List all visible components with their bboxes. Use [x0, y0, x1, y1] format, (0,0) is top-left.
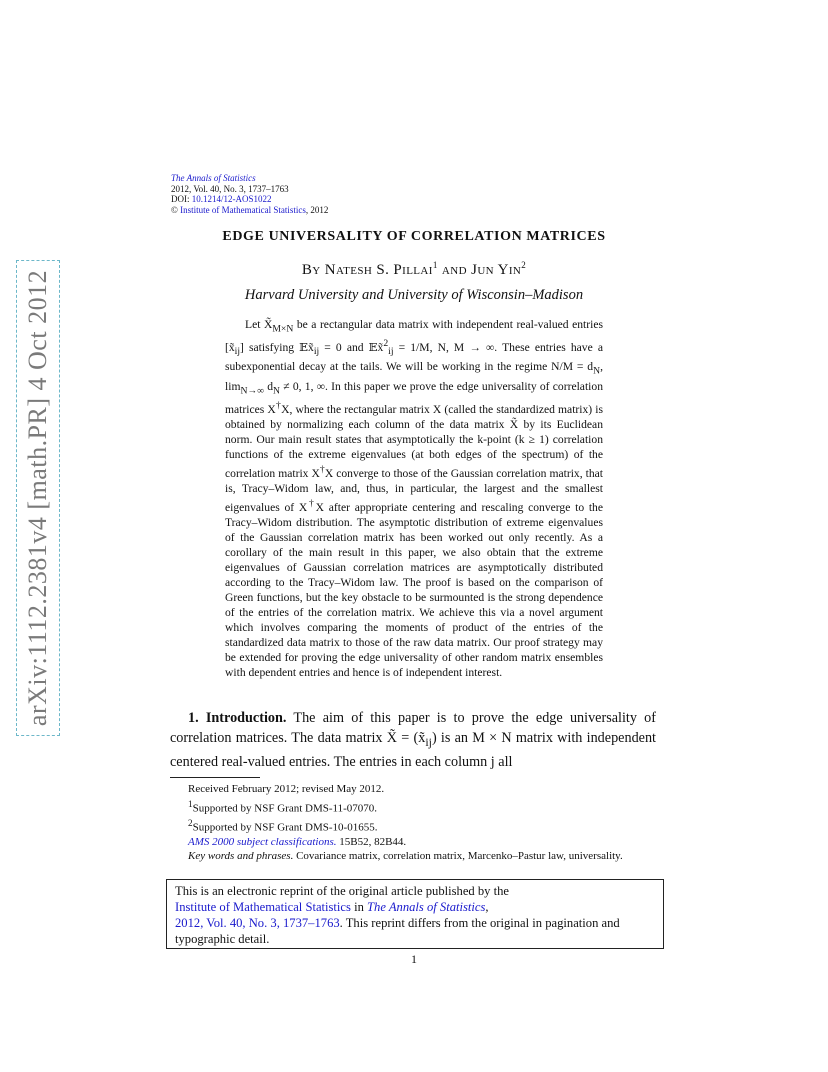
keywords-text: Covariance matrix, correlation matrix, Marcenko–Pastur law, universality. — [293, 850, 623, 863]
reprint-journal-link[interactable]: The Annals of Statistics — [367, 900, 486, 914]
abstract-paragraph — [225, 317, 603, 680]
affiliation: Harvard University and University of Wisconsin–Madison — [244, 287, 584, 303]
journal-name-link[interactable]: The Annals of Statistics — [171, 173, 256, 183]
reprint-text: , — [485, 900, 489, 914]
abstract-text: be a rectangular data matrix with independent real-valued entries [x̃ — [225, 318, 603, 355]
reprint-notice — [166, 879, 664, 949]
abstract-sub: ij — [313, 346, 320, 358]
footnote-1-text: Supported by NSF Grant DMS-11-07070. — [192, 802, 378, 815]
page-number: 1 — [411, 952, 417, 966]
intro-paragraph — [170, 708, 656, 772]
introduction — [170, 708, 656, 772]
abstract-sub: N — [273, 385, 281, 397]
arxiv-stamp[interactable] — [16, 260, 60, 736]
abstract-sub: M×N — [272, 323, 294, 335]
abstract — [225, 317, 603, 680]
footnote-rule — [170, 777, 260, 778]
institute-link[interactable]: Institute of Mathematical Statistics — [180, 204, 306, 215]
footnote-2-text: Supported by NSF Grant DMS-10-01655. — [192, 821, 378, 834]
ams-codes: 15B52, 82B44. — [336, 835, 407, 848]
footnote-2 — [170, 816, 656, 835]
footnote-2-mark: 2 — [188, 817, 193, 828]
journal-header — [171, 173, 328, 215]
intro-sub: ij — [425, 734, 432, 749]
abstract-sub: N→∞ — [240, 385, 264, 397]
and-label: and — [437, 262, 472, 278]
abstract-text: X converge to those of the Gaussian correlation matrix, that is, Tracy–Widom law, and, thus, in particular, the largest and the smallest eigenvalues of X — [225, 466, 604, 514]
doi-link[interactable]: 10.1214/12-AOS1022 — [191, 194, 272, 204]
abstract-text: d — [263, 379, 274, 393]
abstract-text: = 1/M, N, M → ∞. These entries have a subexponential decay at the tails. We will be working in the regime N/M = d — [225, 341, 603, 374]
reprint-text: in — [350, 900, 368, 914]
dagger-sup: † — [307, 497, 316, 509]
abstract-sup: 2 — [383, 338, 389, 350]
doi-label: DOI: — [171, 194, 192, 204]
author-1: Natesh S. Pillai — [324, 262, 433, 278]
abstract-sub: ij — [388, 346, 394, 358]
copyright-year: , 2012 — [305, 204, 329, 215]
abstract-text: X, where the rectangular matrix X (called the standardized matrix) is obtained by normalizing each column of the data matrix X̃ by its Euclidean norm. Our main result states that asymptotically the k-point (k ≥ 1) correlation functions of the extreme eigenvalues (at both edges of the spectrum) of the correlation matrix X — [225, 402, 604, 480]
author-line — [0, 260, 828, 279]
abstract-text: ≠ 0, 1, ∞. In this paper we prove the edge universality of correlation matrices X — [225, 379, 603, 416]
paper-title: EDGE UNIVERSALITY OF CORRELATION MATRICES — [222, 229, 606, 244]
reprint-institute-link[interactable]: Institute of Mathematical Statistics — [175, 900, 351, 914]
keywords-label: Key words and phrases. — [188, 850, 294, 863]
author-2-mark[interactable]: 2 — [521, 260, 527, 270]
author-2: Jun Yin — [471, 262, 522, 278]
author-1-mark[interactable]: 1 — [432, 260, 438, 270]
abstract-text: , lim — [225, 360, 603, 393]
footnotes — [170, 782, 656, 864]
dagger-sup: † — [319, 463, 325, 475]
journal-volume: 2012, Vol. 40, No. 3, 1737–1763 — [171, 183, 289, 194]
intro-text: The aim of this paper is to prove the edge universality of correlation matrices. The data matrix X̃ = (x̃ — [170, 710, 656, 746]
reprint-text: This is an electronic reprint of the original article published by the — [175, 884, 509, 898]
keywords — [170, 849, 656, 864]
abstract-text: Let X̃ — [245, 318, 273, 331]
abstract-sub: ij — [234, 346, 241, 358]
arxiv-stamp-text: arXiv:1112.2381v4 [math.PR] 4 Oct 2012 — [23, 269, 52, 727]
by-label: By — [301, 262, 325, 278]
intro-text: ) is an M × N matrix with independent centered real-valued entries. The entries in each column j all — [170, 730, 656, 770]
reprint-citation-link[interactable]: 2012, Vol. 40, No. 3, 1737–1763 — [175, 916, 340, 930]
footnote-1-mark: 1 — [188, 798, 193, 809]
ams-classification — [170, 835, 656, 850]
copyright-icon: © — [171, 204, 178, 215]
ams-link[interactable]: AMS 2000 subject classifications. — [188, 835, 337, 848]
reprint-text: . This reprint differs from the original in pagination and typographic detail. — [175, 916, 620, 946]
received-note: Received February 2012; revised May 2012. — [188, 783, 385, 795]
abstract-text: X after appropriate centering and rescaling converge to the Tracy–Widom distribution. The asymptotic distribution of extreme eigenvalues of the Gaussian correlation matrix has been worked out only recently. As a corollary of the main result in this paper, we also obtain that the extreme eigenvalues of Gaussian correlation matrices are asymptotically distributed according to the Tracy–Widom law. The proof is based on the comparison of Green functions, but the key obstacle to be surmounted is the strong dependence of the entries of the correlation matrix. We achieve this via a novel argument which involves comparing the moments of product of the entries of the standardized data matrix to those of the raw data matrix. Our proof strategy may be extended for proving the edge universality of other random matrix ensembles with dependent entries and hence is of independent interest. — [225, 500, 603, 679]
abstract-sub: N — [593, 365, 601, 377]
dagger-sup: † — [275, 400, 282, 412]
abstract-text: ] satisfying 𝔼x̃ — [240, 341, 314, 355]
footnote-1 — [170, 797, 656, 816]
abstract-text: = 0 and 𝔼x̃ — [319, 341, 384, 355]
section-heading: 1. Introduction. — [188, 710, 287, 726]
